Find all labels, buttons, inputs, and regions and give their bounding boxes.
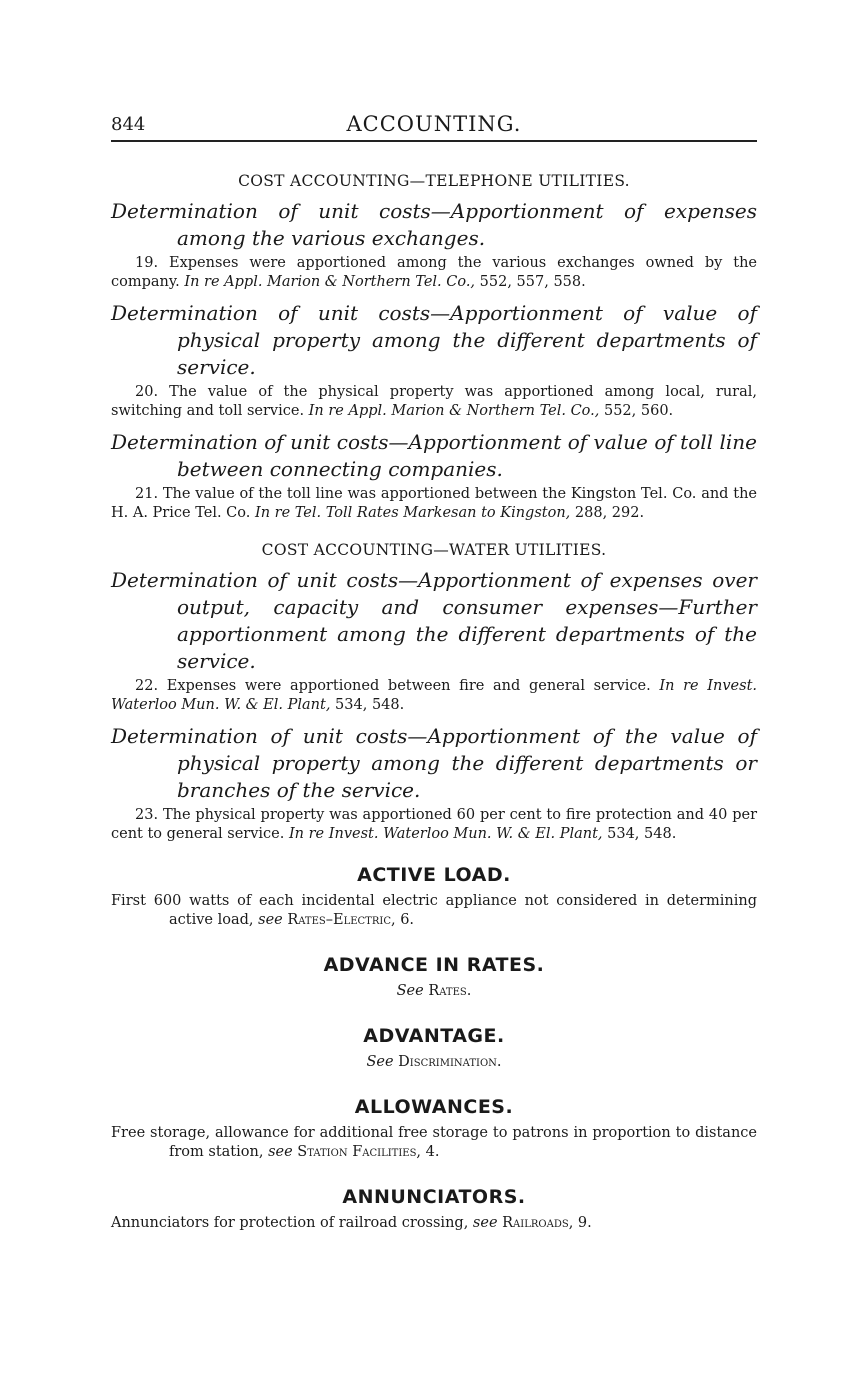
entry-citation: In re Invest. Waterloo Mun. W. & El. Plant, — [111, 678, 758, 713]
entry-text: Expenses were apportioned among the various exchanges owned by the company. — [111, 255, 758, 290]
entry-text: The value of the toll line was apportioned between the Kingston Tel. Co. and the H. A. Price Tel. Co. — [111, 486, 758, 521]
cross-reference: Station Facilities, — [297, 1144, 422, 1160]
subject-heading: Determination of unit costs—Apportionment of value of toll line between connecting companies. — [111, 430, 757, 481]
entry-number: 19. — [135, 255, 159, 271]
see-word: see — [472, 1215, 498, 1231]
entry-21 — [111, 485, 757, 523]
entry-pages: 552, 557, 558. — [479, 274, 586, 290]
entry-citation: In re Tel. Toll Rates Markesan to Kingston, — [254, 505, 571, 521]
topic-heading-active-load: ACTIVE LOAD. — [357, 864, 511, 886]
entry-20 — [111, 383, 757, 421]
entry-number: 22. — [135, 678, 159, 694]
entry-pages: 288, 292. — [574, 505, 645, 521]
running-head — [111, 108, 757, 142]
reference-number: 4. — [425, 1144, 440, 1160]
see-word: see — [268, 1144, 293, 1160]
topic-heading-advance-in-rates: ADVANCE IN RATES. — [323, 954, 545, 976]
entry-22 — [111, 677, 757, 715]
entry-text: The physical property was apportioned 60 per cent to fire protection and 40 per cent to general service. — [111, 807, 757, 842]
entry-text: Free storage, allowance for additional free storage to patrons in proportion to distance from station, — [111, 1125, 757, 1160]
annunciators-entry — [111, 1214, 757, 1233]
entry-number: 23. — [135, 807, 159, 823]
section-heading-telephone: COST ACCOUNTING—TELEPHONE UTILITIES. — [238, 172, 630, 190]
topic-heading-advantage: ADVANTAGE. — [363, 1025, 505, 1047]
cross-reference: Discrimination. — [398, 1054, 502, 1070]
subject-heading: Determination of unit costs—Apportionment of expenses among the various exchanges. — [111, 199, 757, 250]
subject-heading: Determination of unit costs—Apportionment of the value of physical property among the different departments or branches of the service. — [111, 724, 757, 802]
advantage-see-also — [111, 1053, 757, 1072]
topic-heading-annunciators: ANNUNCIATORS. — [342, 1186, 526, 1208]
entry-citation: In re Appl. Marion & Northern Tel. Co., — [308, 403, 600, 419]
entry-citation: In re Appl. Marion & Northern Tel. Co., — [184, 274, 476, 290]
section-heading-water: COST ACCOUNTING—WATER UTILITIES. — [261, 541, 607, 559]
entry-text: Expenses were apportioned between fire and general service. — [166, 678, 651, 694]
book-page — [111, 108, 757, 1233]
cross-reference: Rates. — [428, 983, 472, 999]
see-word: See — [366, 1054, 394, 1070]
page-number: 844 — [111, 114, 146, 135]
see-word: See — [396, 983, 424, 999]
running-title: ACCOUNTING. — [346, 112, 522, 136]
entry-text: First 600 watts of each incidental electric appliance not considered in determining active load, — [111, 893, 757, 928]
entry-text: The value of the physical property was apportioned among local, rural, switching and toll service. — [111, 384, 758, 419]
entry-text: Annunciators for protection of railroad crossing, — [111, 1215, 469, 1231]
subject-heading: Determination of unit costs—Apportionment of expenses over output, capacity and consumer expenses—Further apportionment among the different departments of the service. — [111, 568, 757, 673]
entry-pages: 552, 560. — [603, 403, 674, 419]
advance-in-rates-see-also — [111, 982, 757, 1001]
entry-pages: 534, 548. — [335, 697, 405, 713]
entry-citation: In re Invest. Waterloo Mun. W. & El. Plant, — [288, 826, 603, 842]
entry-pages: 534, 548. — [607, 826, 677, 842]
allowances-entry — [111, 1124, 757, 1162]
entry-number: 20. — [135, 384, 159, 400]
topic-heading-allowances: ALLOWANCES. — [354, 1096, 514, 1118]
subject-heading: Determination of unit costs—Apportionment of value of physical property among the different departments of service. — [111, 301, 757, 379]
entry-19 — [111, 254, 757, 292]
reference-number: 6. — [400, 912, 415, 928]
cross-reference: Railroads, — [502, 1215, 574, 1231]
cross-reference: Rates–Electric, — [287, 912, 396, 928]
entry-number: 21. — [135, 486, 159, 502]
active-load-entry — [111, 892, 757, 930]
reference-number: 9. — [577, 1215, 592, 1231]
see-word: see — [258, 912, 283, 928]
entry-23 — [111, 806, 757, 844]
